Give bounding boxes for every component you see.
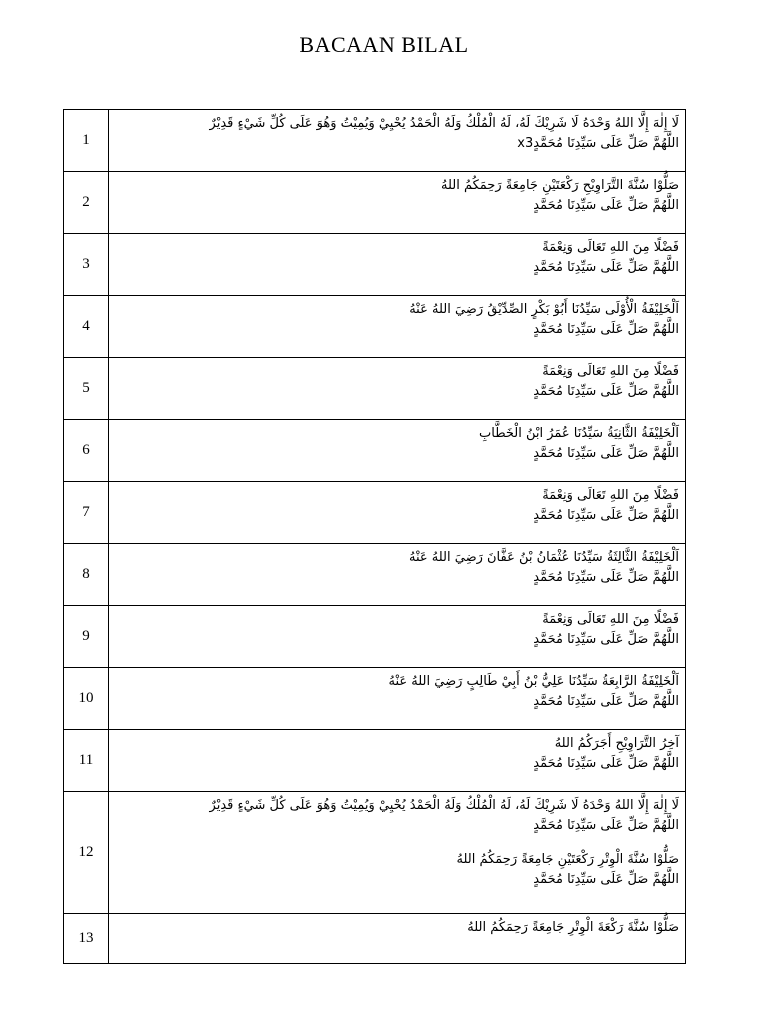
recitation-line: صَلُّوْا سُنَّةَ رَكْعَةَ الْوِتْرِ جَامِعَةً رَحِمَكُمُ اللهُ: [467, 920, 679, 935]
recitation-cell: [109, 730, 686, 792]
recitation-cell: [109, 420, 686, 482]
row-number: 12: [64, 792, 109, 914]
recitation-line: آخِرُ التَّرَاوِيْحِ أَجَرَكُمُ اللهُ: [554, 736, 679, 751]
recitation-line: اَلْخَلِيْفَةُ الْأُوْلَى سَيِّدُنَا أَبُوْ بَكْرٍ الصِّدِّيْقُ رَضِيَ اللهُ عَنْهُ: [409, 302, 679, 317]
table-row: [64, 420, 686, 482]
row-number: 11: [64, 730, 109, 792]
recitation-cell: [109, 234, 686, 296]
recitation-cell: [109, 914, 686, 964]
recitation-line: اللَّهُمَّ صَلِّ عَلَى سَيِّدِنَا مُحَمَّدٍ: [533, 322, 679, 337]
recitation-line: اللَّهُمَّ صَلِّ عَلَى سَيِّدِنَا مُحَمَّدٍ: [533, 818, 679, 833]
recitation-line: اللَّهُمَّ صَلِّ عَلَى سَيِّدِنَا مُحَمَّدٍ: [533, 508, 679, 523]
recitation-text: اللَّهُمَّ صَلِّ عَلَى سَيِّدِنَا مُحَمَّدٍ: [533, 136, 679, 151]
recitation-line: اَلْخَلِيْفَةُ الثَّالِثَةُ سَيِّدُنَا عُثْمَانُ بْنُ عَفَّانَ رَضِيَ اللهُ عَنْهُ: [408, 550, 679, 565]
row-number: 5: [64, 358, 109, 420]
recitation-line: اللَّهُمَّ صَلِّ عَلَى سَيِّدِنَا مُحَمَّدٍ: [533, 260, 679, 275]
row-number: 10: [64, 668, 109, 730]
recitation-cell: [109, 358, 686, 420]
recitation-cell: [109, 792, 686, 914]
row-number: 1: [64, 110, 109, 172]
recitation-line: اَلْخَلِيْفَةُ الرَّابِعَةُ سَيِّدُنَا عَلِيُّ بْنُ أَبِيْ طَالِبٍ رَضِيَ اللهُ عَنْهُ: [388, 674, 679, 689]
recitation-line: اللَّهُمَّ صَلِّ عَلَى سَيِّدِنَا مُحَمَّدٍ: [533, 570, 679, 585]
recitation-cell: [109, 482, 686, 544]
recitation-cell: [109, 110, 686, 172]
recitation-cell: [109, 606, 686, 668]
row-number: 3: [64, 234, 109, 296]
recitation-cell: [109, 172, 686, 234]
recitation-cell: [109, 296, 686, 358]
table-row: [64, 544, 686, 606]
recitation-line: لَا إِلٰهَ إِلَّا اللهُ وَحْدَهُ لَا شَرِيْكَ لَهُ، لَهُ الْمُلْكُ وَلَهُ الْحَمْدُ يُحْيِيْ وَيُمِيْتُ وَهُوَ عَلَى كُلِّ شَيْءٍ قَدِيْرٌ: [209, 798, 679, 813]
table-row: [64, 730, 686, 792]
table-row: [64, 296, 686, 358]
recitation-line: اللَّهُمَّ صَلِّ عَلَى سَيِّدِنَا مُحَمَّدٍ: [533, 756, 679, 771]
page-title: BACAAN BILAL: [299, 32, 469, 57]
row-number: 7: [64, 482, 109, 544]
table-row: [64, 482, 686, 544]
recitation-line: لَا إِلٰهَ إِلَّا اللهُ وَحْدَهُ لَا شَرِيْكَ لَهُ، لَهُ الْمُلْكُ وَلَهُ الْحَمْدُ يُحْيِيْ وَيُمِيْتُ وَهُوَ عَلَى كُلِّ شَيْءٍ قَدِيْرٌ: [209, 116, 679, 131]
table-row: [64, 668, 686, 730]
row-number: 13: [64, 914, 109, 964]
row-number: 2: [64, 172, 109, 234]
recitation-line: [115, 134, 679, 154]
row-number: 8: [64, 544, 109, 606]
bilal-table-body: [64, 110, 686, 964]
bilal-table: [63, 109, 686, 964]
recitation-line: اللَّهُمَّ صَلِّ عَلَى سَيِّدِنَا مُحَمَّدٍ: [533, 694, 679, 709]
recitation-line: اللَّهُمَّ صَلِّ عَلَى سَيِّدِنَا مُحَمَّدٍ: [533, 198, 679, 213]
row-number: 9: [64, 606, 109, 668]
row-number: 6: [64, 420, 109, 482]
recitation-line: اللَّهُمَّ صَلِّ عَلَى سَيِّدِنَا مُحَمَّدٍ: [533, 872, 679, 887]
recitation-line: فَضْلًا مِنَ اللهِ تَعَالَى وَنِعْمَةً: [542, 364, 679, 379]
recitation-line: فَضْلًا مِنَ اللهِ تَعَالَى وَنِعْمَةً: [542, 612, 679, 627]
recitation-line: اَلْخَلِيْفَةُ الثَّانِيَةُ سَيِّدُنَا عُمَرُ ابْنُ الْخَطَّابِ: [479, 426, 679, 441]
recitation-line: اللَّهُمَّ صَلِّ عَلَى سَيِّدِنَا مُحَمَّدٍ: [533, 446, 679, 461]
recitation-cell: [109, 668, 686, 730]
recitation-line: فَضْلًا مِنَ اللهِ تَعَالَى وَنِعْمَةً: [542, 488, 679, 503]
table-row: [64, 358, 686, 420]
table-row: [64, 914, 686, 964]
repeat-count: x3: [517, 136, 534, 151]
recitation-line: صَلُّوْا سُنَّةَ التَّرَاوِيْحِ رَكْعَتَيْنِ جَامِعَةً رَحِمَكُمُ اللهُ: [440, 178, 679, 193]
table-row: [64, 792, 686, 914]
table-row: [64, 172, 686, 234]
recitation-cell: [109, 544, 686, 606]
recitation-line: اللَّهُمَّ صَلِّ عَلَى سَيِّدِنَا مُحَمَّدٍ: [533, 632, 679, 647]
table-row: [64, 606, 686, 668]
row-number: 4: [64, 296, 109, 358]
recitation-line: صَلُّوْا سُنَّةَ الْوِتْرِ رَكْعَتَيْنِ جَامِعَةً رَحِمَكُمُ اللهُ: [456, 852, 679, 867]
table-row: [64, 110, 686, 172]
recitation-line: فَضْلًا مِنَ اللهِ تَعَالَى وَنِعْمَةً: [542, 240, 679, 255]
recitation-line: اللَّهُمَّ صَلِّ عَلَى سَيِّدِنَا مُحَمَّدٍ: [533, 384, 679, 399]
table-row: [64, 234, 686, 296]
